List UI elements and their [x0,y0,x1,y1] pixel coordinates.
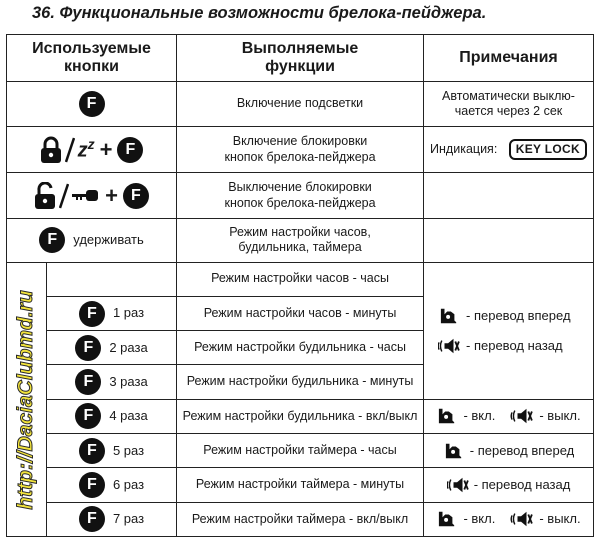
press-cell: F 1 раз [47,296,177,330]
bell-icon [436,407,458,425]
sleep-z-icon: $z^z$ [77,136,95,162]
watermark [6,262,46,537]
f-button-icon: F [123,183,149,209]
functions-table [6,34,594,537]
f-button-icon: F [75,403,101,429]
note-cell [424,218,594,262]
table-row [7,262,594,296]
hold-label: удерживать [73,232,144,248]
f-button-icon: F [75,369,101,395]
plus-sign: + [105,182,118,208]
note-cell: - перевод вперед - перевод назад [424,262,594,399]
press-cell: F 6 раз [47,468,177,502]
key-lock-badge: KEY LOCK [509,139,587,160]
buttons-cell [7,81,177,127]
speaker-muted-icon [447,476,469,494]
padlock-open-icon [34,182,56,210]
buttons-cell [7,173,177,219]
slash-icon [65,136,75,164]
watermark-text: http://DaciaClubmd.ru [14,289,37,510]
f-button-icon: F [79,438,105,464]
padlock-closed-icon [40,136,62,164]
table-row [7,502,594,536]
plus-sign: + [99,137,113,163]
slash-icon [59,182,69,210]
f-button-icon: F [39,227,65,253]
table-row [7,127,594,173]
function-cell: Выключение блокировки кнопок брелока-пейджера [177,173,424,219]
note-cell [424,173,594,219]
indication-label: Индикация: [430,142,498,157]
bell-icon [438,307,460,325]
f-button-icon: F [79,506,105,532]
speaker-muted-icon [510,510,534,528]
function-cell: Режим настройки будильника - вкл/выкл [177,399,424,433]
header-notes: Примечания [424,35,594,82]
header-row [7,35,594,82]
bell-icon [443,442,465,460]
speaker-muted-icon [438,337,460,355]
note-cell: - перевод назад [424,468,594,502]
buttons-cell [7,218,177,262]
function-cell: Режим настройки будильника - часы [177,331,424,365]
f-button-icon: F [79,472,105,498]
table-row [7,81,594,127]
function-cell: Режим настройки часов - минуты [177,296,424,330]
table-row [7,218,594,262]
function-cell: Режим настройки таймера - часы [177,434,424,468]
press-cell: F 3 раза [47,365,177,399]
buttons-cell [7,127,177,173]
note-cell [424,127,594,173]
function-cell: Режим настройки будильника - минуты [177,365,424,399]
function-cell: Режим настройки часов, будильника, таймера [177,218,424,262]
header-functions: Выполняемые функции [177,35,424,82]
table-row [7,173,594,219]
function-cell: Режим настройки таймера - вкл/выкл [177,502,424,536]
f-button-icon: F [79,91,105,117]
function-cell: Режим настройки таймера - минуты [177,468,424,502]
function-cell: Включение подсветки [177,81,424,127]
f-button-icon: F [117,137,143,163]
press-cell: F 5 раз [47,434,177,468]
table-row [7,468,594,502]
note-cell: - перевод вперед [424,434,594,468]
note-cell: - вкл. - выкл. [424,399,594,433]
table-row [7,399,594,433]
press-cell: F 7 раз [47,502,177,536]
f-button-icon: F [79,301,105,327]
bell-icon [436,510,458,528]
speaker-muted-icon [510,407,534,425]
function-cell: Режим настройки часов - часы [177,262,424,296]
press-cell [47,262,177,296]
key-icon [72,188,100,204]
f-button-icon: F [75,335,101,361]
page-title: 36. Функциональные возможности брелока-пейджера. [32,4,487,22]
header-buttons: Используемые кнопки [7,35,177,82]
table-row [7,434,594,468]
note-cell: Автоматически выклю- чается через 2 сек [424,81,594,127]
function-cell: Включение блокировки кнопок брелока-пейджера [177,127,424,173]
note-cell: - вкл. - выкл. [424,502,594,536]
press-cell: F 4 раза [47,399,177,433]
press-cell: F 2 раза [47,331,177,365]
